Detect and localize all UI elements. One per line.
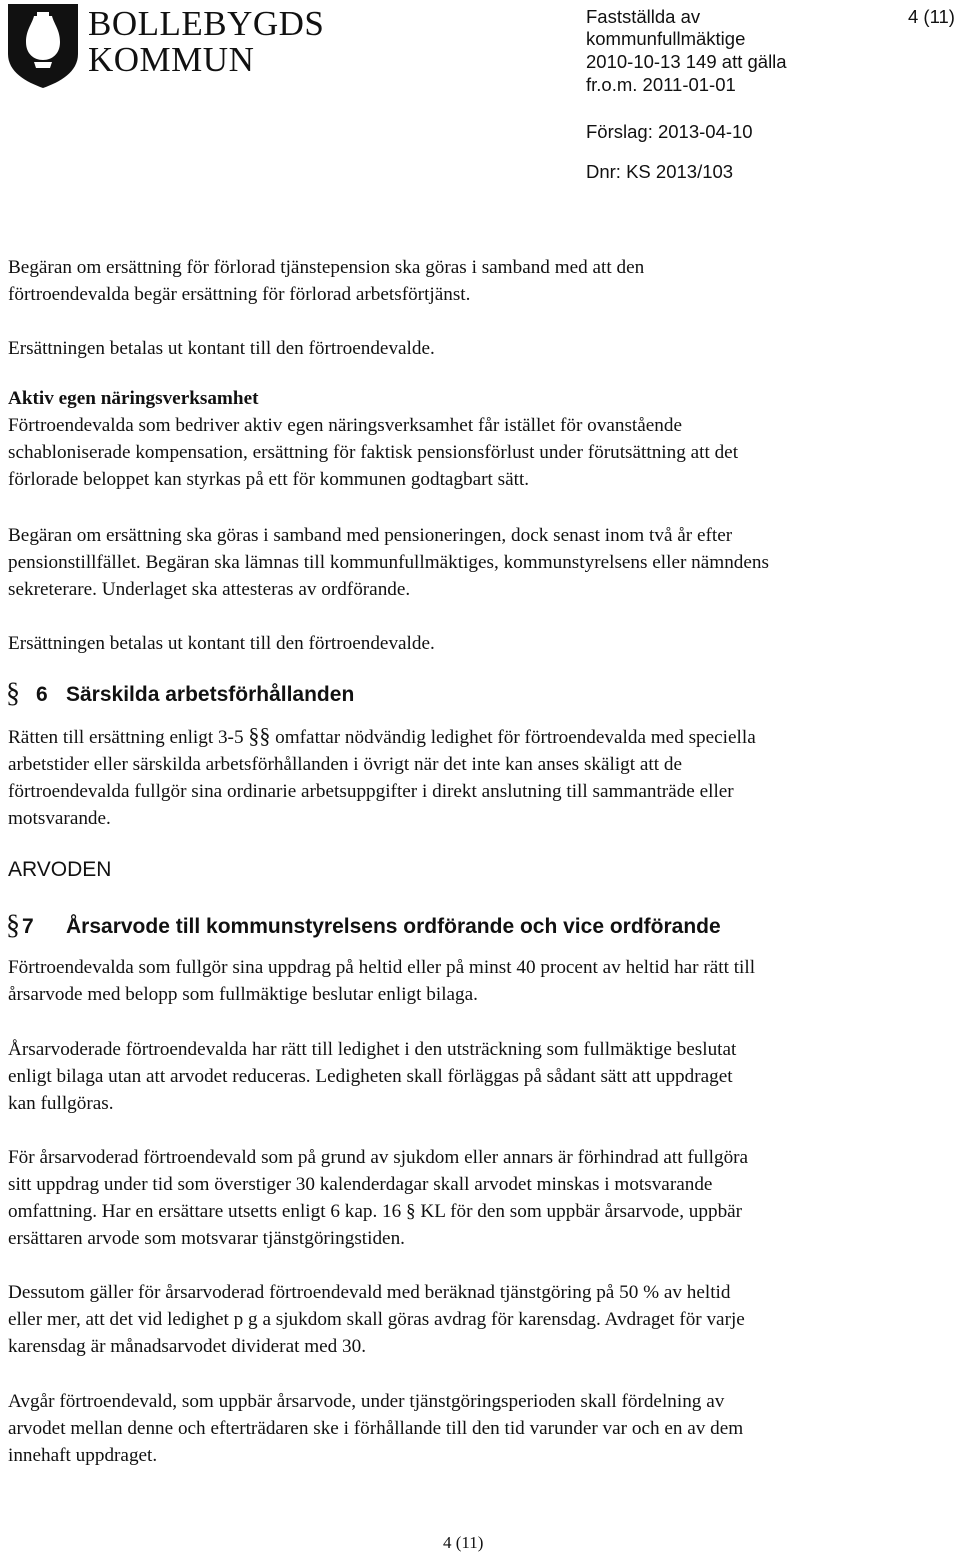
paragraph-pension-timing: Begäran om ersättning ska göras i samband med pensioneringen, dock senast inom två år efter pensionstillfället. Begäran ska lämnas till kommunfullmäktiges, kommunstyrelsens eller nämndens sekreterare. Underlaget ska attesteras av ordförande. <box>8 525 769 600</box>
section-7-para-5: Avgår förtroendevald, som uppbär årsarvode, under tjänstgöringsperioden skall fördelning av arvodet mellan denne och efterträdaren ske i förhållande till den tid varunder var och en av dem innehaft uppdraget. <box>8 1391 744 1466</box>
logo-text-line1: BOLLEBYGDS <box>88 4 325 43</box>
heading-arvoden: ARVODEN <box>8 858 112 881</box>
section-7-number: 7 <box>22 915 34 938</box>
section-aktiv: Aktiv egen näringsverksamhet Förtroendevalda som bedriver aktiv egen näringsverksamhet får istället för ovanstående schabloniserade kompensation, ersättning för faktisk pensionsförlust under förutsättning att det förlorade beloppet kan styrkas på ett för kommunen godtagbart sätt. <box>8 385 953 493</box>
meta-proposal: Förslag: 2013-04-10 <box>586 121 753 142</box>
section-6-number: 6 <box>36 683 48 706</box>
meta-date-valid: 2010-10-13 149 att gälla <box>586 51 787 72</box>
section-mark-icon: § <box>6 910 20 941</box>
section-6-title: Särskilda arbetsförhållanden <box>66 683 355 706</box>
meta-from-date: fr.o.m. 2011-01-01 <box>586 74 736 95</box>
paragraph-payment-1: Ersättningen betalas ut kontant till den förtroendevalde. <box>8 338 435 359</box>
section-mark-icon: §§ <box>248 723 271 748</box>
paragraph-payment-2: Ersättningen betalas ut kontant till den förtroendevalde. <box>8 633 435 654</box>
section-7-para-1: Förtroendevalda som fullgör sina uppdrag på heltid eller på minst 40 procent av heltid har rätt till årsarvode med belopp som fullmäktige beslutar enligt bilaga. <box>8 957 756 1005</box>
page-number-top: 4 (11) <box>908 6 955 27</box>
section-mark-icon: § <box>406 1201 416 1222</box>
coat-of-arms-icon <box>4 2 82 90</box>
section-7-para-3: För årsarvoderad förtroendevald som på grund av sjukdom eller annars är förhindrad att fullgöra sitt uppdrag under tid som överstiger 30 kalenderdagar skall arvodet minskas i motsvarande omfattning. Har en ersättare utsetts enligt 6 kap. 16 § KL för den som uppbär årsarvode, uppbär ersättaren arvode som motsvarar tjänstgöringstiden. <box>8 1147 749 1249</box>
section-7-para-2: Årsarvoderade förtroendevalda har rätt till ledighet i den utsträckning som fullmäktige beslutat enligt bilaga utan att arvodet reduceras. Ledigheten skall förläggas på sådant sätt att uppdraget kan fullgöras. <box>8 1039 737 1114</box>
paragraph-pension-request: Begäran om ersättning för förlorad tjänstepension ska göras i samband med att den förtroendevalda begär ersättning för förlorad arbetsförtjänst. <box>8 257 645 305</box>
section-6-body: Rätten till ersättning enligt 3-5 §§ omfattar nödvändig ledighet för förtroendevalda med speciella arbetstider eller särskilda arbetsförhållanden i övrigt när det inte kan anses skäligt att de förtroendevalda fullgör sina ordinarie arbetsuppgifter i direkt anslutning till sammanträde eller motsvarande. <box>8 723 756 829</box>
meta-council: kommunfullmäktige <box>586 28 746 49</box>
meta-established: Fastställda av <box>586 6 701 27</box>
logo-text-line2: KOMMUN <box>88 40 255 79</box>
meta-reference-number: Dnr: KS 2013/103 <box>586 161 734 182</box>
municipality-logo <box>4 2 325 90</box>
section-mark-icon: § <box>6 678 20 709</box>
page-number-bottom: 4 (11) <box>443 1533 484 1552</box>
subheading-aktiv: Aktiv egen näringsverksamhet <box>8 388 259 409</box>
section-7-title: Årsarvode till kommunstyrelsens ordförande och vice ordförande <box>66 915 721 938</box>
section-7-para-4: Dessutom gäller för årsarvoderad förtroendevald med beräknad tjänstgöring på 50 % av heltid eller mer, att det vid ledighet p g a sjukdom skall göras avdrag för karensdag. Avdraget för varje karensdag är månadsarvodet dividerat med 30. <box>8 1282 745 1357</box>
